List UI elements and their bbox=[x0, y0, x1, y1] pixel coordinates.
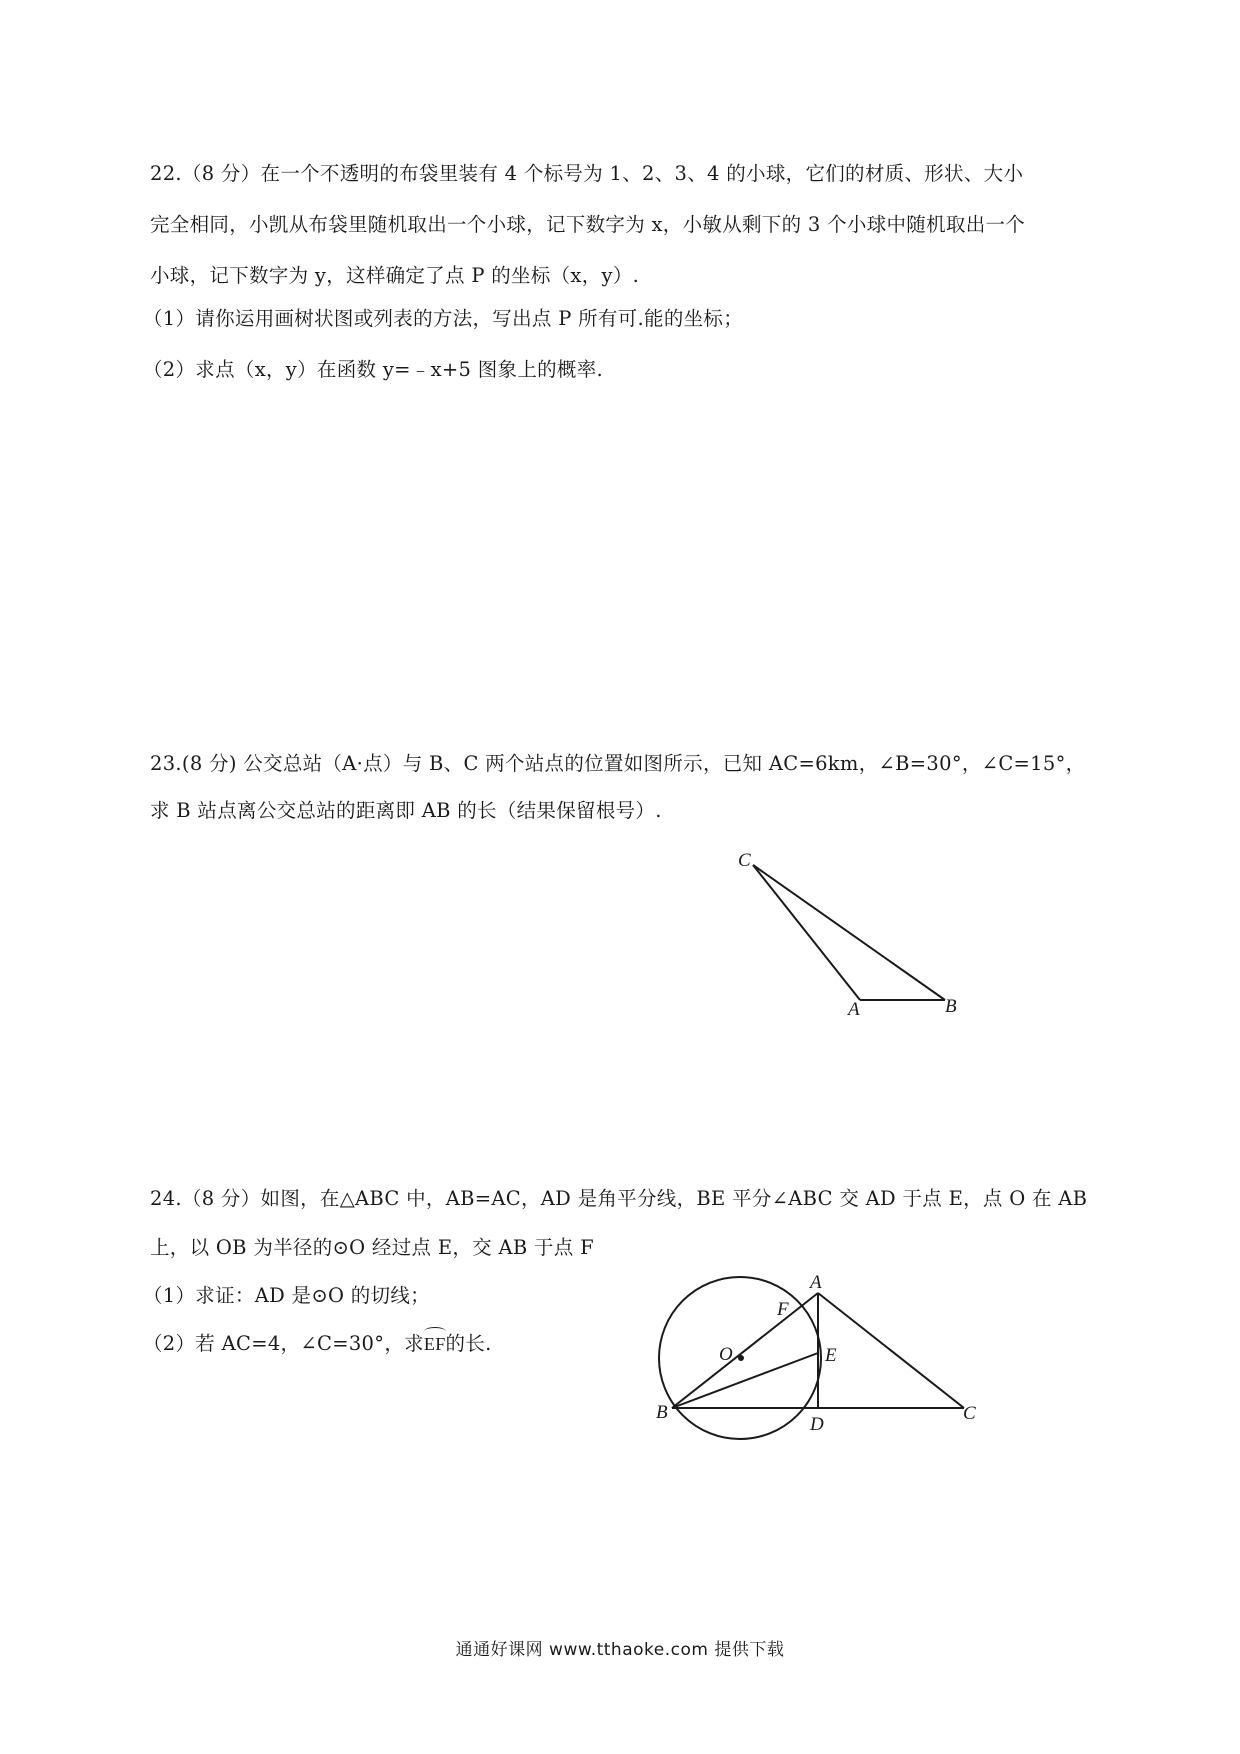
q24-label-f: F bbox=[777, 1299, 789, 1320]
q22-part-2: （2）求点（x，y）在函数 y=﹣x+5 图象上的概率. bbox=[143, 358, 604, 381]
q24-part-2-suffix: 的长. bbox=[445, 1332, 492, 1355]
q24-label-d: D bbox=[810, 1414, 824, 1435]
q24-label-o: O bbox=[719, 1344, 733, 1365]
q24-line-1: 24.（8 分）如图，在△ABC 中，AB=AC，AD 是角平分线，BE 平分∠ABC 交 AD 于点 E，点 O 在 AB bbox=[150, 1187, 1088, 1210]
q22-line-3: 小球，记下数字为 y，这样确定了点 P 的坐标（x，y）. bbox=[150, 264, 640, 287]
side-ab bbox=[672, 1293, 818, 1408]
q23-line-2: 求 B 站点离公交总站的距离即 AB 的长（结果保留根号）. bbox=[150, 799, 662, 822]
q22-line-1: 22.（8 分）在一个不透明的布袋里装有 4 个标号为 1、2、3、4 的小球，它们的材质、形状、大小 bbox=[150, 162, 1024, 185]
page-footer: 通通好课网 www.tthaoke.com 提供下载 bbox=[455, 1640, 785, 1660]
q23-label-b: B bbox=[945, 996, 957, 1017]
q24-label-a: A bbox=[810, 1272, 822, 1293]
q23-label-a: A bbox=[848, 999, 860, 1020]
q23-line-1: 23.(8 分) 公交总站（A·点）与 B、C 两个站点的位置如图所示，已知 AC=6km，∠B=30°，∠C=15°， bbox=[150, 752, 1086, 775]
q22-part-1: （1）请你运用画树状图或列表的方法，写出点 P 所有可.能的坐标； bbox=[143, 307, 744, 330]
q24-part-2-prefix: （2）若 AC=4，∠C=30°，求 bbox=[143, 1332, 424, 1355]
q24-label-b: B bbox=[656, 1402, 668, 1423]
side-ac bbox=[818, 1293, 964, 1408]
segment-be bbox=[672, 1353, 818, 1408]
q24-line-2: 上，以 OB 为半径的⊙O 经过点 E，交 AB 于点 F bbox=[150, 1236, 594, 1259]
q24-label-e: E bbox=[825, 1345, 837, 1366]
center-o-dot bbox=[738, 1355, 744, 1361]
q24-label-c: C bbox=[963, 1403, 976, 1424]
q23-label-c: C bbox=[738, 850, 751, 871]
q22-line-2: 完全相同，小凯从布袋里随机取出一个小球，记下数字为 x，小敏从剩下的 3 个小球中随机取出一个 bbox=[150, 213, 1026, 236]
arc-ef-symbol: EF bbox=[424, 1330, 446, 1358]
q24-part-1: （1）求证：AD 是⊙O 的切线； bbox=[143, 1284, 430, 1307]
